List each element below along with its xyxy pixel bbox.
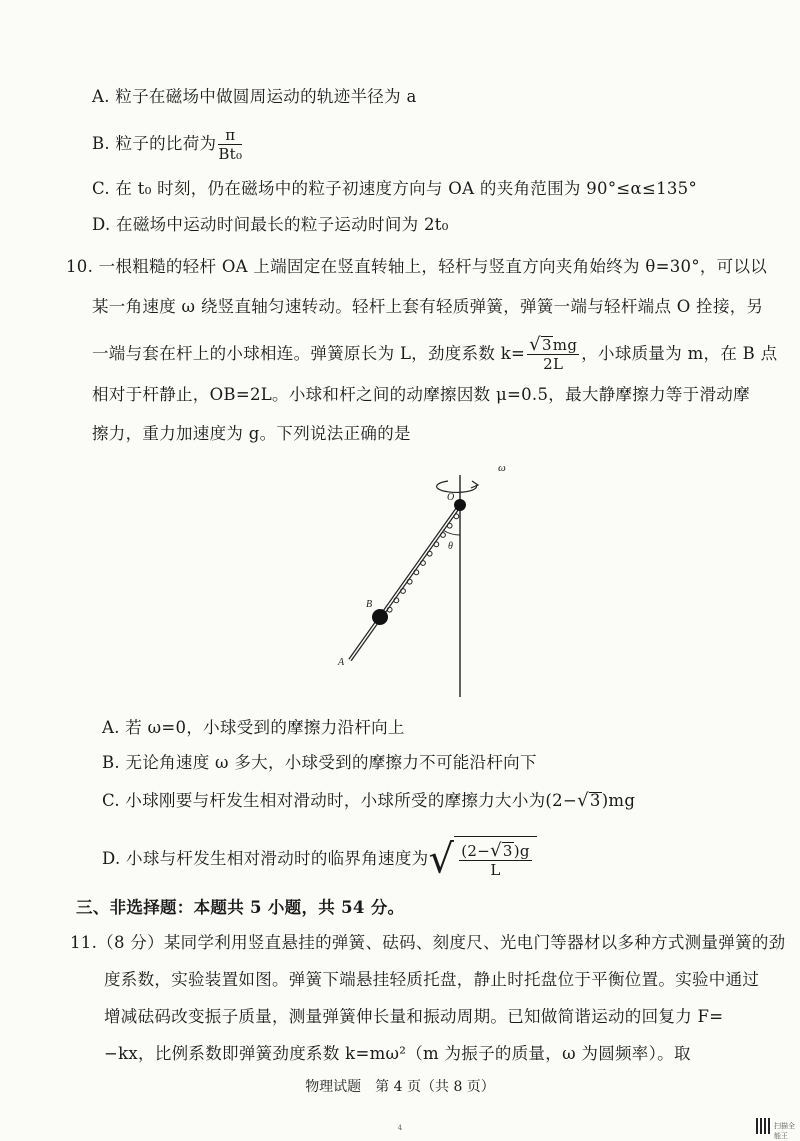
q11-line-4: −kx，比例系数即弹簧劲度系数 k=mω²（m 为振子的质量，ω 为圆频率）。取 [104, 1044, 691, 1063]
spring [387, 514, 458, 612]
spring-constant-fraction [527, 336, 579, 373]
omega-denominator: L [490, 861, 501, 879]
q10-option-d-text: D. 小球与杆发生相对滑动时的临界角速度为 [102, 849, 429, 868]
spring-coil [421, 561, 426, 566]
q9-option-c: C. 在 t₀ 时刻，仍在磁场中的粒子初速度方向与 OA 的夹角范围为 90°≤α≤135° [92, 179, 698, 198]
q10-line-4: 相对于杆静止，OB=2L。小球和杆之间的动摩擦因数 μ=0.5，最大静摩擦力等于滑动摩 [92, 385, 750, 404]
q10-line-3-end: ，小球质量为 m，在 B 点 [581, 344, 778, 363]
q11-line-3: 增减砝码改变振子质量，测量弹簧伸长量和振动周期。已知做简谐运动的回复力 F= [104, 1007, 724, 1026]
k-radicand: 3 [541, 336, 552, 354]
small-page-mark: 4 [397, 1124, 403, 1132]
charge-mass-fraction [218, 126, 242, 163]
spring-coil [427, 551, 432, 556]
spring-coil [454, 514, 459, 519]
q10-option-a: A. 若 ω=0，小球受到的摩擦力沿杆向上 [102, 718, 405, 737]
rod-oa-inner [350, 505, 460, 660]
q9-option-d: D. 在磁场中运动时间最长的粒子运动时间为 2t₀ [92, 215, 449, 234]
q11-line-2: 度系数，实验装置如图。弹簧下端悬挂轻质托盘，静止时托盘位于平衡位置。实验中通过 [104, 970, 760, 989]
q10-line-3 [92, 334, 777, 374]
b-label: B [366, 599, 373, 610]
theta-label: θ [448, 541, 453, 552]
point-o [454, 499, 466, 511]
fraction-numerator: π [218, 126, 242, 145]
rotation-arrow [437, 481, 477, 492]
q10-option-c-radicand: 3 [589, 791, 601, 810]
q10-option-c-start: C. 小球刚要与杆发生相对滑动时，小球所受的摩擦力大小为(2− [102, 791, 578, 810]
fraction-denominator: Bt₀ [218, 145, 243, 163]
q10-option-c: C. 小球刚要与杆发生相对滑动时，小球所受的摩擦力大小为(2−√3)mg [102, 790, 636, 811]
q10-line-2: 某一角速度 ω 绕竖直轴匀速转动。轻杆上套有轻质弹簧，弹簧一端与轻杆端点 O 拴接，另 [92, 297, 764, 316]
q9-option-b [92, 126, 244, 163]
rotating-rod-diagram [320, 455, 540, 700]
q10-option-d [102, 836, 537, 883]
omega-numerator: (2−√3)g [461, 840, 530, 861]
spring-coil [447, 523, 452, 528]
a-label: A [338, 657, 345, 668]
k-numerator: √3mg [529, 334, 578, 355]
scanner-watermark: 扫描全能王 [774, 1122, 795, 1140]
q11-line-1: 11.（8 分）某同学利用竖直悬挂的弹簧、砝码、刻度尺、光电门等器材以多种方式测量弹簧的劲 [70, 933, 786, 952]
omega-numerator-radicand: 3 [502, 842, 513, 860]
q9-option-b-text: B. 粒子的比荷为 [92, 134, 217, 153]
critical-omega-fraction [459, 842, 532, 879]
q10-option-c-end: )mg [601, 791, 636, 810]
q10-line-5: 擦力，重力加速度为 g。下列说法正确的是 [92, 424, 411, 443]
section-3-heading: 三、非选择题：本题共 5 小题，共 54 分。 [76, 898, 405, 917]
q9-option-a: A. 粒子在磁场中做圆周运动的轨迹半径为 a [92, 87, 417, 106]
page-footer: 物理试题 第 4 页（共 8 页） [305, 1079, 495, 1095]
ball-b [372, 609, 388, 625]
spring-coil [441, 533, 446, 538]
q10-option-b: B. 无论角速度 ω 多大，小球受到的摩擦力不可能沿杆向下 [102, 753, 537, 772]
spring-coil [434, 542, 439, 547]
omega-numerator-end: )g [513, 842, 530, 860]
k-numerator-rest: mg [552, 336, 578, 354]
q10-line-3-start: 一端与套在杆上的小球相连。弹簧原长为 L，劲度系数 k= [92, 344, 526, 363]
o-label: O [447, 492, 455, 503]
k-denominator: 2L [543, 355, 564, 373]
critical-omega-root: √ $\frac{(2-√3)g}{L}$ [428, 836, 536, 883]
omega-numerator-start: (2− [461, 842, 491, 860]
omega-label: ω [498, 462, 506, 474]
qr-code-icon [756, 1118, 772, 1134]
q10-line-1: 10. 一根粗糙的轻杆 OA 上端固定在竖直转轴上，轻杆与竖直方向夹角始终为 θ=30°，可以以 [66, 257, 768, 276]
